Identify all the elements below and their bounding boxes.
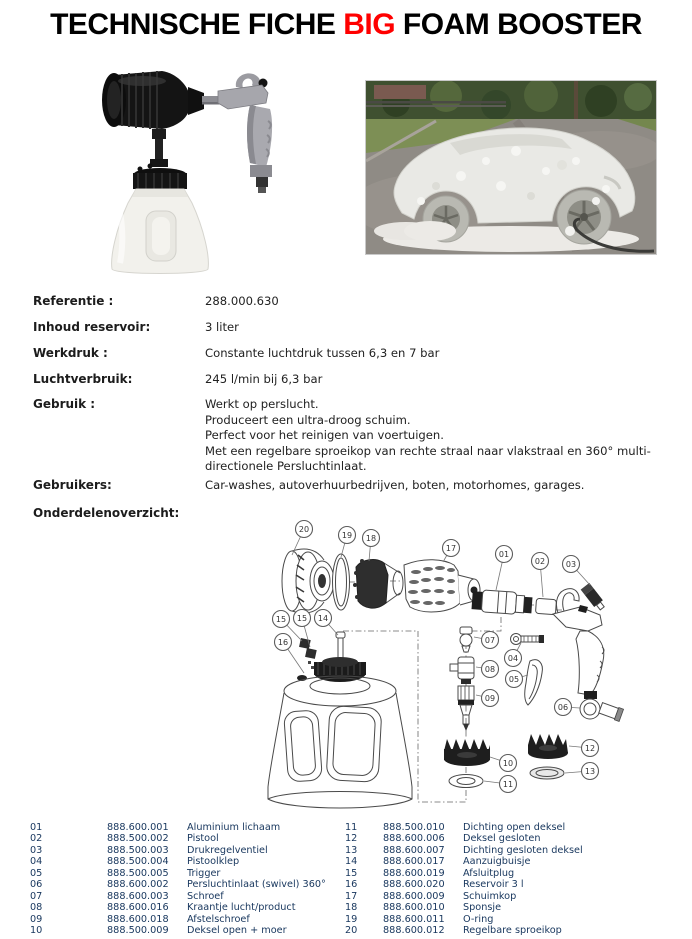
parts-num: 19 xyxy=(345,913,358,925)
spec-value: 245 l/min bij 6,3 bar xyxy=(205,372,323,386)
parts-code: 888.600.003 xyxy=(107,890,169,902)
part-05-trigger xyxy=(525,660,543,705)
part-11-dichting-open xyxy=(449,775,483,788)
parts-num: 16 xyxy=(345,879,358,891)
title-highlight: BIG xyxy=(343,8,396,41)
parts-list-row xyxy=(30,902,342,913)
parts-list-row xyxy=(345,856,689,867)
callout-number: 02 xyxy=(534,556,546,566)
product-photo-foam-gun xyxy=(100,63,280,278)
spec-label: Werkdruk : xyxy=(33,346,108,360)
parts-code: 888.600.019 xyxy=(383,867,445,879)
callout-number: 10 xyxy=(502,758,514,768)
spec-row xyxy=(33,397,689,475)
parts-code: 888.600.016 xyxy=(107,902,169,914)
exploded-parts-diagram xyxy=(228,515,692,820)
parts-name: Schroef xyxy=(187,890,224,902)
spec-value: Constante luchtdruk tussen 6,3 en 7 bar xyxy=(205,346,440,360)
callout-number: 11 xyxy=(502,779,514,789)
parts-name: Afstelschroef xyxy=(187,913,250,925)
parts-code: 888.600.001 xyxy=(107,822,169,833)
parts-num: 05 xyxy=(30,867,43,879)
parts-name: Aanzuigbuisje xyxy=(463,856,531,868)
spec-row xyxy=(33,478,689,494)
parts-code: 888.600.007 xyxy=(383,844,445,856)
parts-list-row xyxy=(345,925,689,936)
spec-label: Gebruikers: xyxy=(33,478,112,492)
parts-list-row xyxy=(30,891,342,902)
callout-number: 15 xyxy=(275,614,287,624)
callout-number: 09 xyxy=(484,693,496,703)
parts-code: 888.500.005 xyxy=(107,867,169,879)
parts-list-row xyxy=(30,833,342,844)
parts-num: 09 xyxy=(30,913,43,925)
parts-list-row xyxy=(30,914,342,925)
callout-number: 06 xyxy=(557,702,569,712)
part-08-kraantje xyxy=(450,657,474,684)
parts-name: Pistool xyxy=(187,833,219,845)
spec-label: Gebruik : xyxy=(33,397,96,411)
parts-list-row xyxy=(345,914,689,925)
parts-name: Kraantje lucht/product xyxy=(187,902,296,914)
part-17-schuimkop xyxy=(404,560,480,612)
parts-code: 888.600.010 xyxy=(383,902,445,914)
parts-code: 888.600.017 xyxy=(383,856,445,868)
spec-label: Referentie : xyxy=(33,294,114,308)
part-12-deksel-gesloten xyxy=(528,734,568,759)
parts-num: 13 xyxy=(345,844,358,856)
parts-name: Aluminium lichaam xyxy=(187,822,281,833)
parts-num: 01 xyxy=(30,822,43,833)
parts-name: Drukregelventiel xyxy=(187,844,268,856)
spec-value: 288.000.630 xyxy=(205,294,279,308)
callout-number: 07 xyxy=(484,635,496,645)
spec-label: Onderdelenoverzicht: xyxy=(33,506,180,520)
callout-number: 01 xyxy=(498,549,510,559)
parts-code: 888.500.002 xyxy=(107,833,169,845)
parts-num: 11 xyxy=(345,822,358,833)
parts-num: 15 xyxy=(345,867,358,879)
parts-list-row xyxy=(345,868,689,879)
parts-list-row xyxy=(345,833,689,844)
callout-number: 16 xyxy=(277,637,289,647)
part-16-reservoir xyxy=(268,657,412,808)
parts-code: 888.500.004 xyxy=(107,856,169,868)
parts-num: 04 xyxy=(30,856,43,868)
parts-list-row xyxy=(30,868,342,879)
part-01-aluminium-lichaam xyxy=(471,589,532,615)
page-title xyxy=(0,8,692,42)
part-19-o-ring xyxy=(333,554,350,610)
parts-list-row xyxy=(345,902,689,913)
callout-number: 19 xyxy=(341,530,353,540)
spec-value: Werkt op perslucht. Produceert een ultra-droog schuim. Perfect voor het reinigen van voertuigen. Met een regelbare sproeikop van rechte straal naar vlakstraal en 360° multi- directionele Persluchtinlaat. xyxy=(205,397,651,473)
parts-code: 888.600.018 xyxy=(107,913,169,925)
spec-row xyxy=(33,346,689,362)
parts-code: 888.600.012 xyxy=(383,925,445,937)
spec-row xyxy=(33,294,689,310)
parts-num: 17 xyxy=(345,890,358,902)
spec-row xyxy=(33,372,689,388)
parts-list-row xyxy=(345,822,689,833)
spec-row xyxy=(33,320,689,336)
parts-name: Regelbare sproeikop xyxy=(463,925,562,937)
callout-number: 12 xyxy=(584,743,596,753)
callout-number: 15 xyxy=(296,613,308,623)
parts-name: Dichting gesloten deksel xyxy=(463,844,583,856)
parts-name: Schuimkop xyxy=(463,890,517,902)
part-10-deksel-open xyxy=(444,739,490,766)
parts-num: 02 xyxy=(30,833,43,845)
parts-name: Sponsje xyxy=(463,902,502,914)
callout-number: 03 xyxy=(565,559,577,569)
spec-label: Luchtverbruik: xyxy=(33,372,133,386)
parts-num: 14 xyxy=(345,856,358,868)
parts-num: 08 xyxy=(30,902,43,914)
spec-value: Car-washes, autoverhuurbedrijven, boten, motorhomes, garages. xyxy=(205,478,585,492)
title-part2: FOAM BOOSTER xyxy=(395,8,642,41)
parts-list-right-column xyxy=(345,822,689,937)
parts-name: Dichting open deksel xyxy=(463,822,566,833)
parts-code: 888.600.002 xyxy=(107,879,169,891)
parts-code: 888.500.009 xyxy=(107,925,169,937)
part-06-persluchtinlaat-swivel xyxy=(580,691,624,721)
parts-list-row xyxy=(30,925,342,936)
parts-code: 888.500.003 xyxy=(107,844,169,856)
spec-value: 3 liter xyxy=(205,320,239,334)
parts-list-row xyxy=(345,845,689,856)
parts-code: 888.600.020 xyxy=(383,879,445,891)
callout-number: 05 xyxy=(508,674,520,684)
parts-code: 888.600.009 xyxy=(383,890,445,902)
callout-number: 08 xyxy=(484,664,496,674)
part-02-pistool-koppeling xyxy=(535,598,556,614)
parts-code: 888.600.011 xyxy=(383,913,445,925)
callout-number: 04 xyxy=(507,653,519,663)
parts-name: O-ring xyxy=(463,913,494,925)
parts-num: 18 xyxy=(345,902,358,914)
part-20-regelbare-sproeikop xyxy=(282,549,334,613)
parts-list-row xyxy=(30,879,342,890)
callout-number: 13 xyxy=(584,766,596,776)
callout-number: 17 xyxy=(445,543,457,553)
spec-label: Inhoud reservoir: xyxy=(33,320,151,334)
parts-list-row xyxy=(345,891,689,902)
car-foam-photo xyxy=(365,80,657,255)
parts-list-row xyxy=(345,879,689,890)
parts-name: Persluchtinlaat (swivel) 360° xyxy=(187,879,326,891)
part-13-dichting-gesloten xyxy=(530,767,564,779)
parts-list-left-column xyxy=(30,822,342,937)
parts-name: Afsluitplug xyxy=(463,867,515,879)
parts-list-row xyxy=(30,856,342,867)
parts-list-row xyxy=(30,845,342,856)
parts-num: 20 xyxy=(345,925,358,937)
parts-name: Pistoolklep xyxy=(187,856,240,868)
parts-num: 07 xyxy=(30,890,43,902)
callout-number: 20 xyxy=(298,524,310,534)
title-part1: TECHNISCHE FICHE xyxy=(50,8,344,41)
parts-code: 888.600.006 xyxy=(383,833,445,845)
parts-num: 03 xyxy=(30,844,43,856)
part-18-sponsje xyxy=(353,559,403,608)
parts-code: 888.500.010 xyxy=(383,822,445,833)
parts-num: 12 xyxy=(345,833,358,845)
parts-name: Deksel gesloten xyxy=(463,833,541,845)
parts-name: Deksel open + moer xyxy=(187,925,287,937)
callout-number: 18 xyxy=(365,533,377,543)
part-04-pistoolklep xyxy=(511,634,545,645)
parts-num: 10 xyxy=(30,925,43,937)
callout-number: 14 xyxy=(317,613,329,623)
parts-num: 06 xyxy=(30,879,43,891)
parts-list-row xyxy=(30,822,342,833)
parts-name: Trigger xyxy=(187,867,221,879)
parts-name: Reservoir 3 l xyxy=(463,879,524,891)
